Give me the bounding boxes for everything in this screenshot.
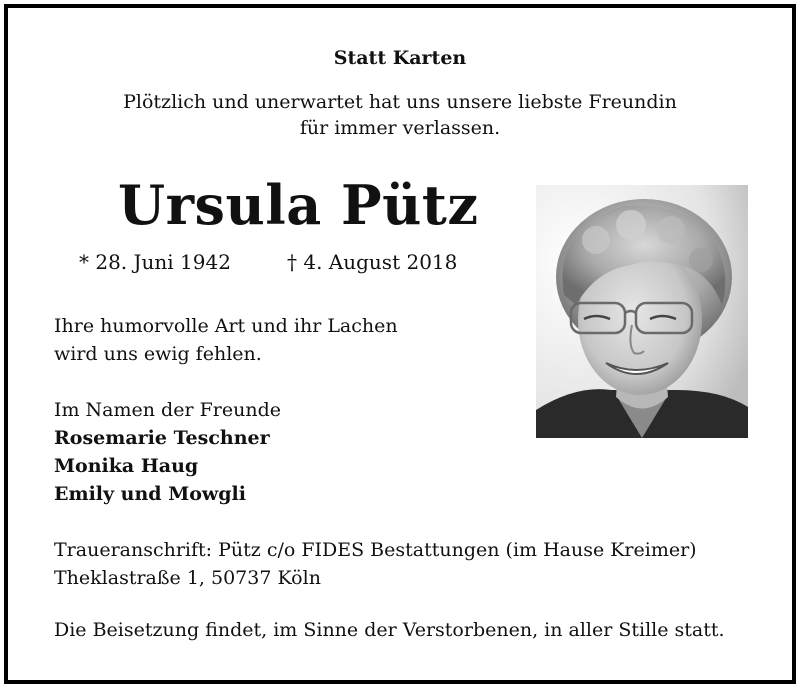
mourner-name: Monika Haug (54, 455, 199, 477)
mourner-name: Emily und Mowgli (54, 483, 246, 505)
tribute-line-1: Ihre humorvolle Art und ihr Lachen (54, 315, 398, 337)
intro-line-2: für immer verlassen. (299, 117, 501, 139)
birth-date: * 28. Juni 1942 (79, 250, 231, 274)
portrait-photo (536, 185, 748, 438)
intro-line-1: Plötzlich und unerwartet hat uns unsere liebste Freundin (123, 91, 677, 113)
burial-note: Die Beisetzung findet, im Sinne der Verstorbenen, in aller Stille statt. (54, 619, 725, 641)
deceased-name: Ursula Pütz (118, 173, 479, 237)
statt-karten-heading: Statt Karten (333, 47, 467, 69)
mourning-address (54, 536, 697, 592)
mourners-intro: Im Namen der Freunde (54, 399, 281, 421)
mourners-block (54, 396, 281, 508)
death-date: † 4. August 2018 (287, 250, 458, 274)
intro-text (0, 89, 800, 141)
tribute-line-2: wird uns ewig fehlen. (54, 343, 262, 365)
mourner-name: Rosemarie Teschner (54, 427, 270, 449)
address-line-2: Theklastraße 1, 50737 Köln (54, 567, 321, 589)
address-line-1: Traueranschrift: Pütz c/o FIDES Bestattungen (im Hause Kreimer) (54, 539, 697, 561)
tribute-text (54, 312, 398, 368)
